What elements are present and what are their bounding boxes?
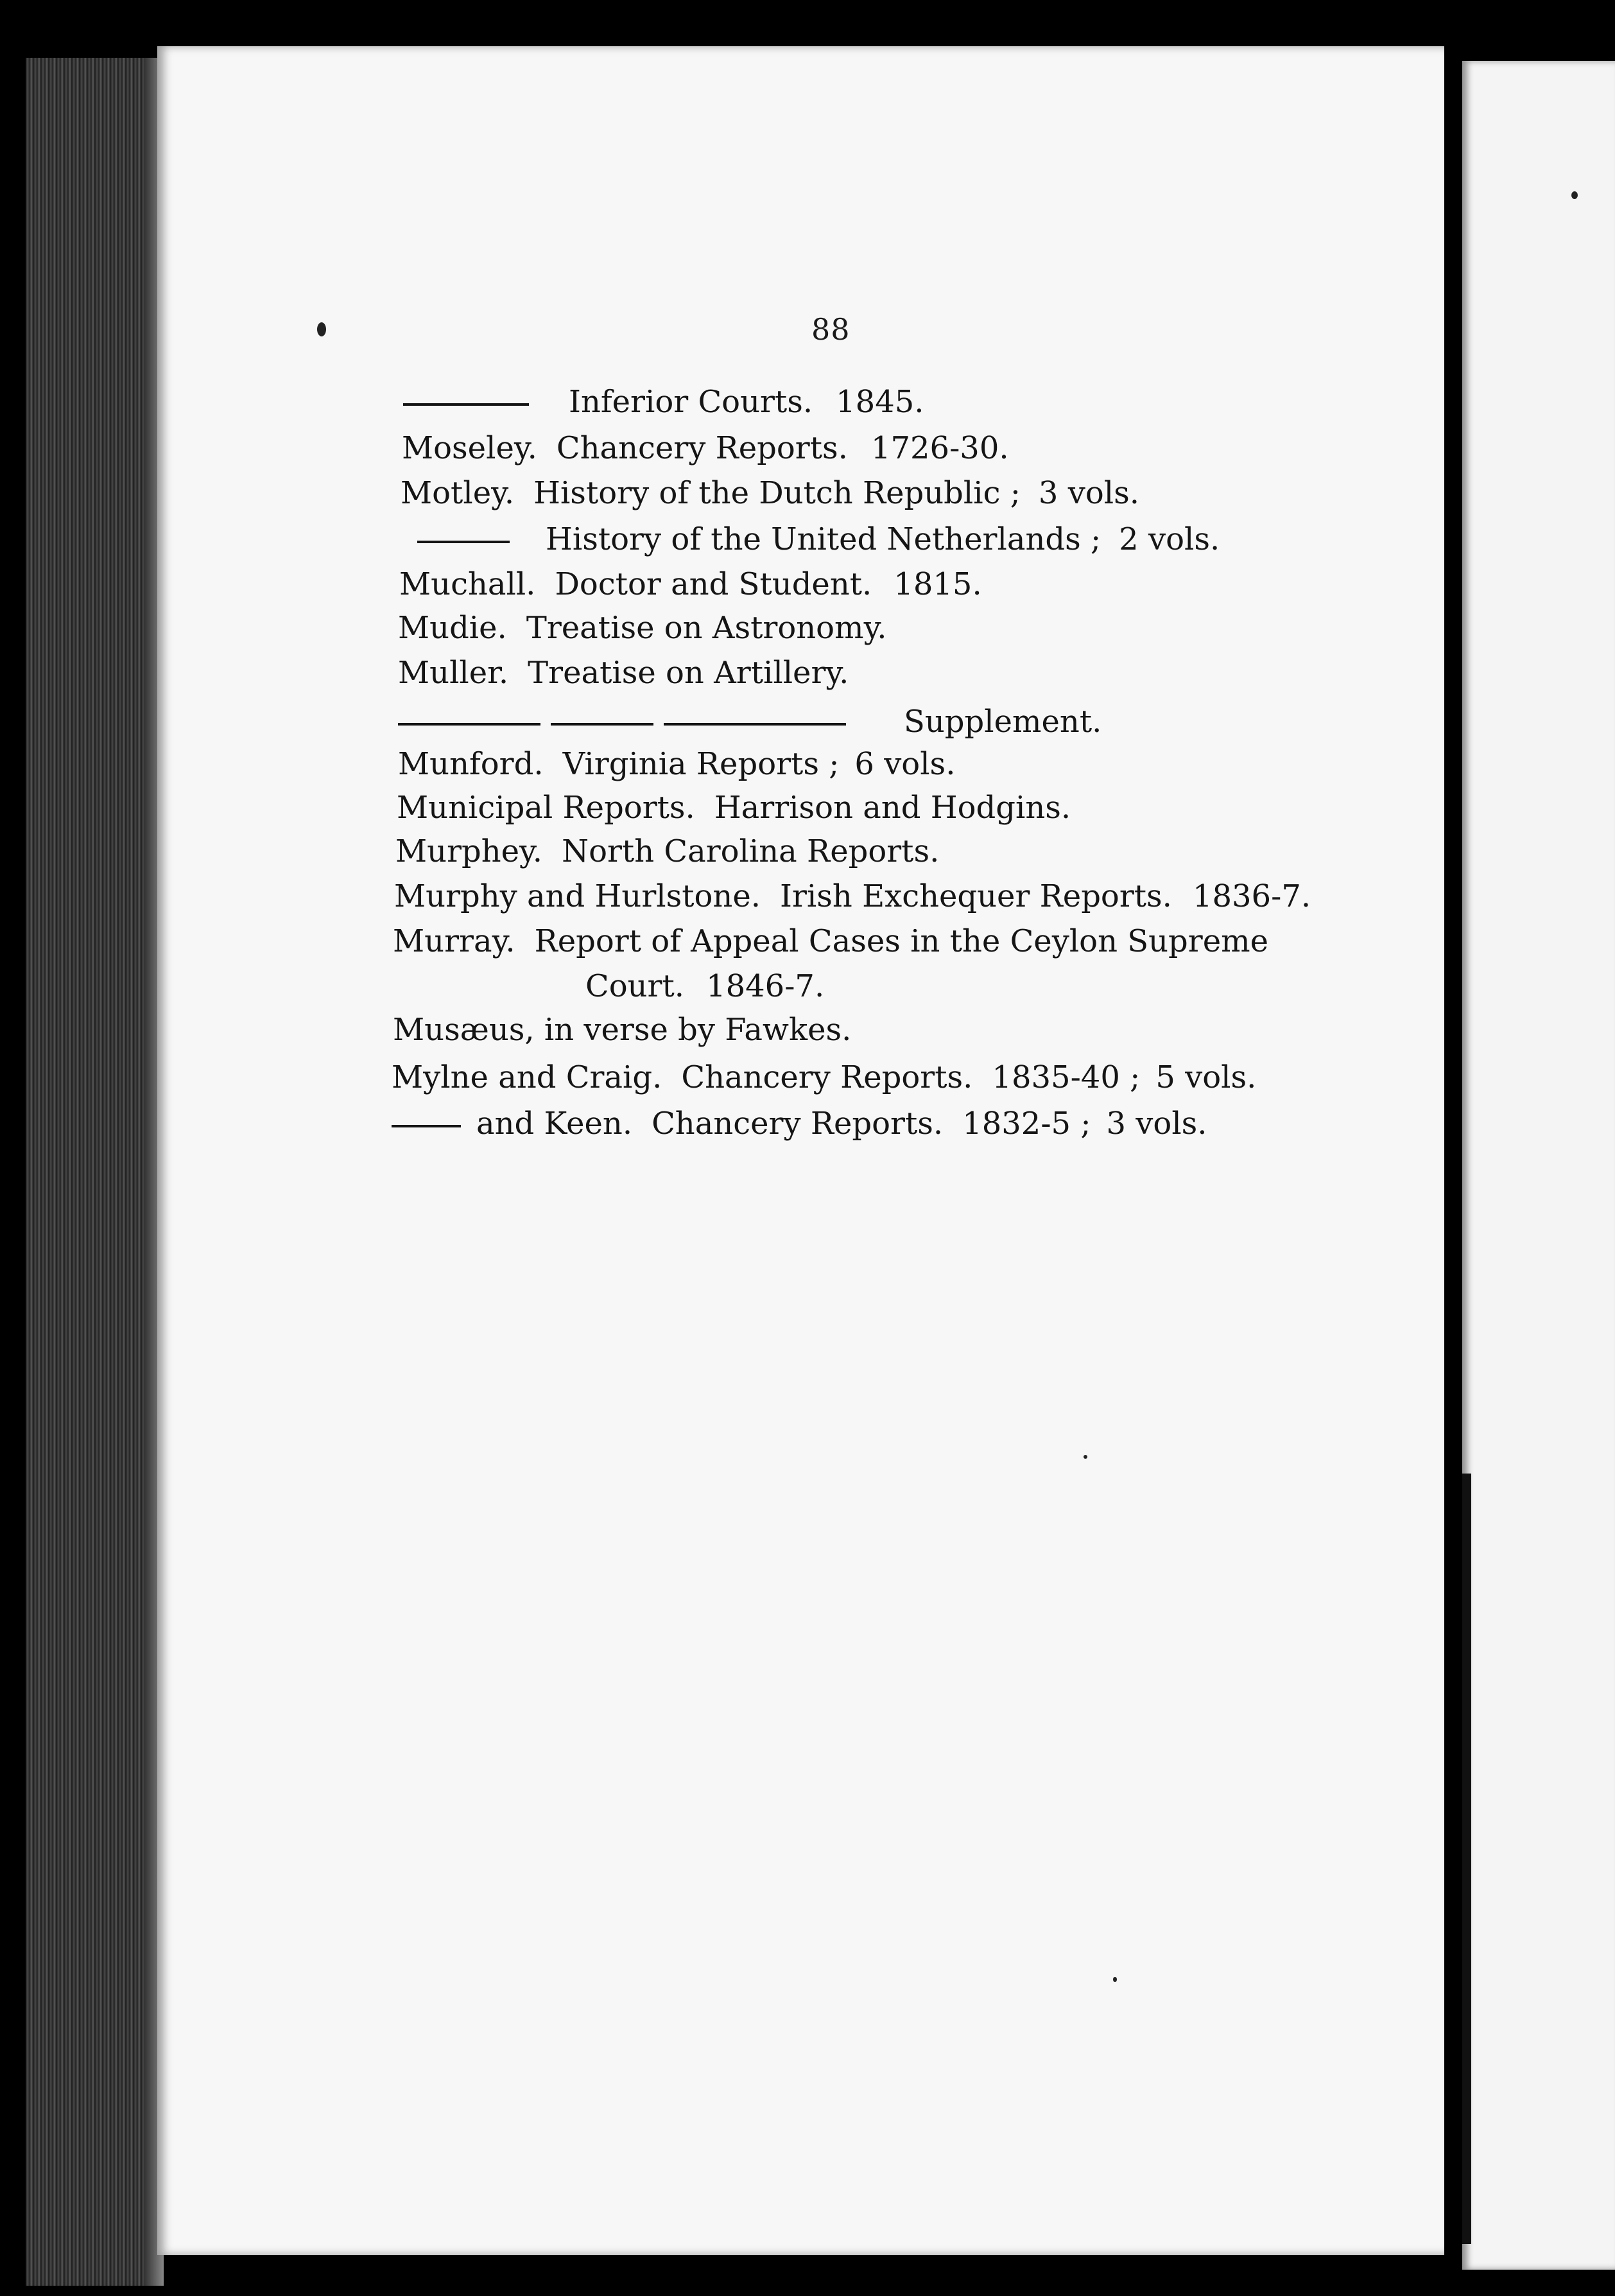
page-number: 88: [811, 312, 851, 347]
entry-title: Treatise on Astronomy.: [526, 610, 887, 646]
entry-author: Munford.: [398, 746, 544, 782]
margin-mark: [1571, 191, 1578, 199]
book-page: [157, 46, 1444, 2255]
entry-author: Muchall.: [399, 566, 536, 602]
entry-musaeus: [393, 1012, 852, 1048]
entry-muller-supplement: [398, 704, 1102, 740]
entry-title: History of the United Netherlands ;: [546, 521, 1101, 557]
entry-volumes: 5 vols.: [1155, 1059, 1257, 1095]
entry-year: 1835-40 ;: [992, 1059, 1141, 1095]
entry-motley-netherlands: [417, 521, 1220, 557]
entry-year: 1815.: [894, 566, 982, 602]
entry-muller: [398, 655, 849, 691]
entry-title: Chancery Reports.: [681, 1059, 973, 1095]
facing-page: [1462, 61, 1615, 2270]
entry-mylne-craig: [392, 1059, 1257, 1095]
entry-author: Moseley.: [402, 430, 537, 466]
entry-year: 1846-7.: [706, 968, 825, 1004]
entry-volumes: 2 vols.: [1119, 521, 1220, 557]
entry-title: History of the Dutch Republic ;: [533, 475, 1021, 511]
entry-title: Harrison and Hodgins.: [714, 790, 1071, 826]
entry-author: Motley.: [401, 475, 515, 511]
entry-year: 1836-7.: [1192, 878, 1311, 914]
ditto-dash: [417, 541, 510, 543]
entry-moseley: [402, 430, 1009, 466]
entry-munford: [398, 746, 956, 782]
entry-author: and Keen.: [476, 1106, 633, 1142]
entry-author: Murray.: [393, 923, 515, 959]
entry-title: Inferior Courts.: [569, 384, 813, 420]
entry-volumes: 6 vols.: [854, 746, 956, 782]
entry-year: 1845.: [836, 384, 924, 420]
entry-author: Murphey.: [395, 833, 543, 869]
ditto-dash: [392, 1125, 461, 1127]
entry-title: Doctor and Student.: [555, 566, 872, 602]
entry-text: Musæus, in verse by Fawkes.: [393, 1012, 852, 1048]
entry-author: Muller.: [398, 655, 509, 691]
entry-murphey: [395, 833, 940, 869]
ditto-dash: [551, 723, 653, 726]
entry-murray: [393, 923, 1269, 959]
entry-title: Chancery Reports.: [652, 1106, 944, 1142]
entry-title: Irish Exchequer Reports.: [780, 878, 1172, 914]
entry-volumes: 3 vols.: [1038, 475, 1139, 511]
entry-volumes: 3 vols.: [1106, 1106, 1207, 1142]
entry-year: 1832-5 ;: [962, 1106, 1091, 1142]
margin-mark: [1113, 1977, 1117, 1982]
entry-title: Virginia Reports ;: [562, 746, 840, 782]
entry-title: Supplement.: [904, 704, 1102, 740]
ditto-dash: [664, 723, 846, 726]
page-edges: [26, 58, 164, 2286]
margin-mark: [1084, 1455, 1087, 1459]
entry-title: North Carolina Reports.: [562, 833, 940, 869]
entry-muchall: [399, 566, 982, 602]
margin-mark: [317, 322, 326, 336]
entry-title: Treatise on Artillery.: [528, 655, 849, 691]
entry-mylne-keen: [392, 1106, 1207, 1142]
entry-title: Report of Appeal Cases in the Ceylon Supreme: [534, 923, 1269, 959]
entry-inferior-courts: [403, 384, 924, 420]
entry-murray-continued: [585, 968, 825, 1004]
ditto-dash: [398, 723, 540, 726]
entry-author: Murphy and Hurlstone.: [394, 878, 761, 914]
entry-title-continued: Court.: [585, 968, 685, 1004]
entry-municipal: [397, 790, 1071, 826]
entry-author: Municipal Reports.: [397, 790, 695, 826]
entry-year: 1726-30.: [870, 430, 1009, 466]
ditto-dash: [403, 403, 529, 406]
entry-motley: [401, 475, 1139, 511]
entry-author: Mudie.: [398, 610, 507, 646]
entry-title: Chancery Reports.: [556, 430, 848, 466]
entry-murphy-hurlstone: [394, 878, 1311, 914]
entry-author: Mylne and Craig.: [392, 1059, 662, 1095]
entry-mudie: [398, 610, 887, 646]
